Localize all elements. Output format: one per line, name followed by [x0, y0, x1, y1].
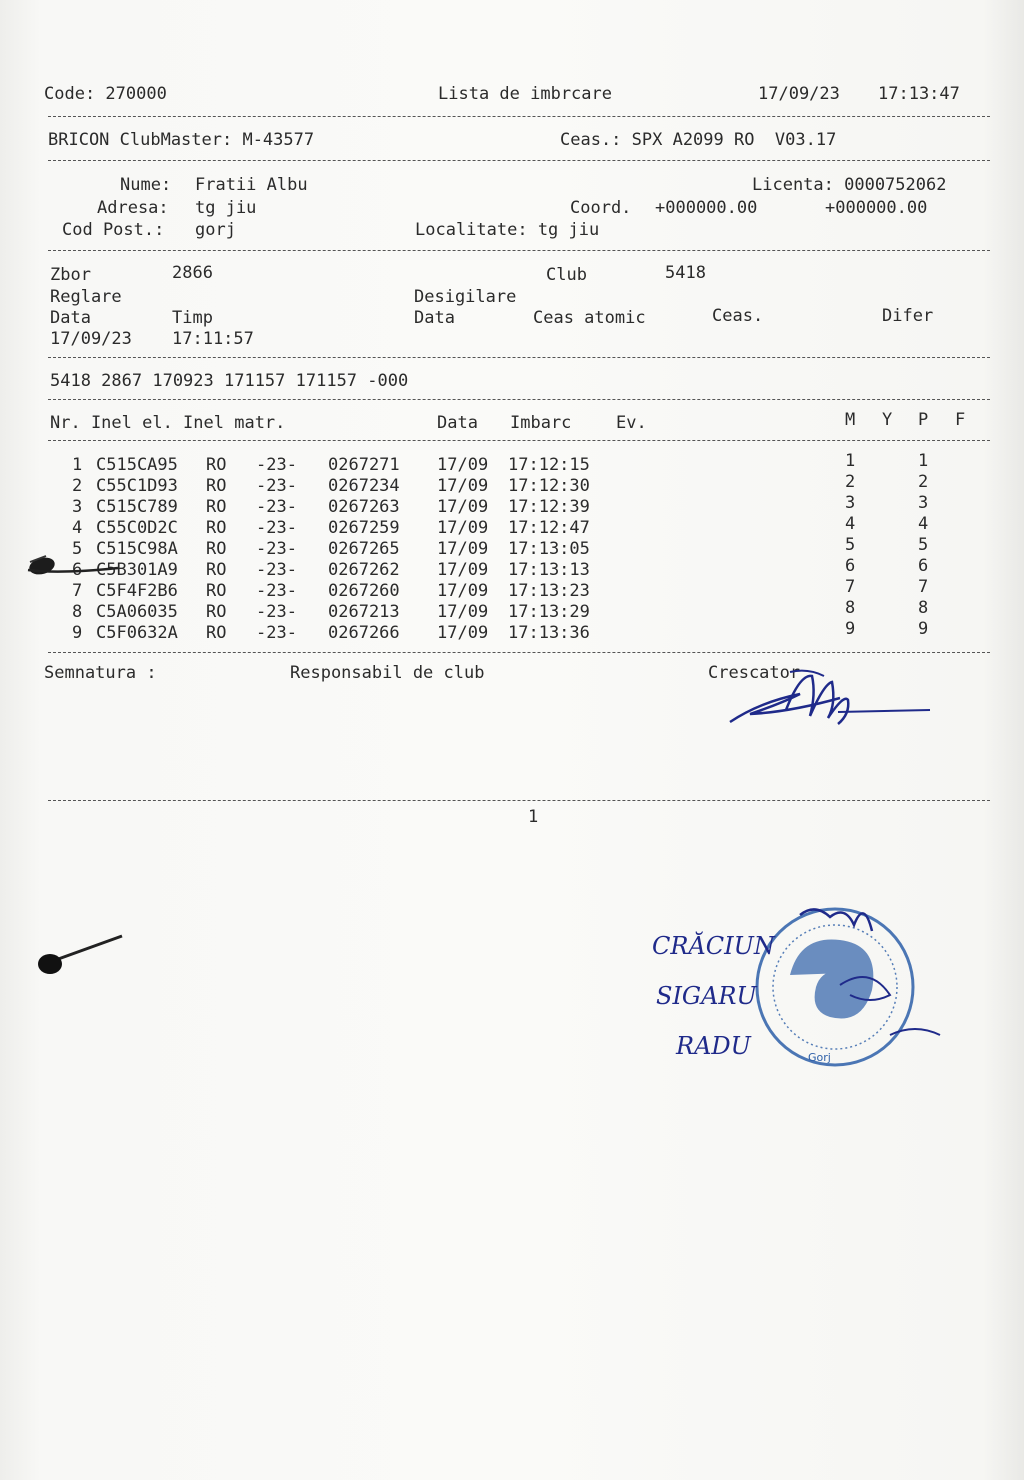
row-p: 1 [918, 451, 929, 471]
row-date: 17/09 [437, 623, 489, 643]
year: -23- [256, 560, 297, 580]
row-p: 5 [918, 535, 929, 555]
row-date: 17/09 [437, 560, 489, 580]
country: RO [206, 602, 227, 622]
row-time: 17:12:47 [508, 518, 590, 538]
page-number: 1 [528, 807, 539, 827]
atomic-clock-label: Ceas atomic [533, 308, 646, 328]
handwritten-name-2: SIGARU [656, 982, 757, 1010]
row-p: 8 [918, 598, 929, 618]
row-p: 7 [918, 577, 929, 597]
row-m: 7 [845, 577, 856, 597]
clubmaster-id: BRICON ClubMaster: M-43577 [48, 130, 315, 150]
matricol-ring: 0267263 [328, 497, 400, 517]
row-time: 17:12:15 [508, 455, 590, 475]
year: -23- [256, 602, 297, 622]
electronic-ring: C5F0632A [96, 623, 178, 643]
row-time: 17:13:29 [508, 602, 590, 622]
divider [48, 399, 990, 400]
electronic-ring: C515C98A [96, 539, 178, 559]
divider [48, 116, 990, 117]
electronic-ring: C515C789 [96, 497, 178, 517]
table-header-p: P [918, 410, 929, 430]
matricol-ring: 0267265 [328, 539, 400, 559]
year: -23- [256, 518, 297, 538]
row-number: 9 [72, 623, 83, 643]
row-time: 17:13:13 [508, 560, 590, 580]
breeder-label: Crescator [708, 663, 801, 683]
stamp-text: Gorj [808, 1051, 831, 1064]
address-label: Adresa: [97, 198, 169, 218]
table-header-ring: Nr. Inel el. Inel matr. [50, 413, 286, 433]
year: -23- [256, 623, 297, 643]
row-number: 7 [72, 581, 83, 601]
table-row [0, 556, 1024, 581]
name-value: Fratii Albu [195, 175, 308, 195]
year: -23- [256, 581, 297, 601]
row-number: 5 [72, 539, 83, 559]
electronic-ring: C5A06035 [96, 602, 178, 622]
row-number: 8 [72, 602, 83, 622]
electronic-ring: C5F4F2B6 [96, 581, 178, 601]
country: RO [206, 581, 227, 601]
matricol-ring: 0267260 [328, 581, 400, 601]
coord-label: Coord. [570, 198, 632, 218]
year: -23- [256, 476, 297, 496]
unseal-date-label: Data [414, 308, 455, 328]
flight-label: Zbor [50, 265, 91, 285]
row-m: 2 [845, 472, 856, 492]
club-label: Club [546, 265, 587, 285]
electronic-ring: C55C0D2C [96, 518, 178, 538]
divider [48, 250, 990, 251]
row-number: 6 [72, 560, 83, 580]
row-p: 6 [918, 556, 929, 576]
signature-label: Semnatura : [44, 663, 157, 683]
set-date-value: 17/09/23 [50, 329, 132, 349]
row-p: 2 [918, 472, 929, 492]
row-time: 17:12:39 [508, 497, 590, 517]
country: RO [206, 518, 227, 538]
divider [48, 652, 990, 653]
table-header-y: Y [882, 410, 893, 430]
row-m: 8 [845, 598, 856, 618]
year: -23- [256, 455, 297, 475]
table-header-basket: Imbarc [510, 413, 572, 433]
country: RO [206, 455, 227, 475]
electronic-ring: C5B301A9 [96, 560, 178, 580]
address-value: tg jiu [195, 198, 257, 218]
row-number: 4 [72, 518, 83, 538]
header-time: 17:13:47 [878, 84, 960, 104]
time-label: Timp [172, 308, 213, 328]
row-p: 4 [918, 514, 929, 534]
row-date: 17/09 [437, 455, 489, 475]
flight-value: 2866 [172, 263, 213, 283]
table-row [0, 535, 1024, 560]
table-row [0, 577, 1024, 602]
row-m: 9 [845, 619, 856, 639]
divider [48, 440, 990, 441]
header-date: 17/09/23 [758, 84, 840, 104]
unseal-label: Desigilare [414, 287, 517, 307]
table-header-m: M [845, 410, 856, 430]
pen-blot-icon [30, 930, 130, 980]
set-time-value: 17:11:57 [172, 329, 254, 349]
row-date: 17/09 [437, 602, 489, 622]
country: RO [206, 560, 227, 580]
row-time: 17:13:05 [508, 539, 590, 559]
code-label: Code: 270000 [44, 84, 167, 104]
row-time: 17:13:36 [508, 623, 590, 643]
electronic-ring: C55C1D93 [96, 476, 178, 496]
table-row [0, 619, 1024, 644]
divider [48, 160, 990, 161]
matricol-ring: 0267271 [328, 455, 400, 475]
handwritten-name-1: CRĂCIUN [652, 932, 775, 960]
coord-x: +000000.00 [655, 198, 758, 218]
table-row [0, 451, 1024, 476]
row-time: 17:13:23 [508, 581, 590, 601]
postcode-label: Cod Post.: [62, 220, 165, 240]
row-date: 17/09 [437, 518, 489, 538]
row-m: 1 [845, 451, 856, 471]
breeder-signature-icon [720, 664, 940, 736]
row-p: 9 [918, 619, 929, 639]
set-label: Reglare [50, 287, 122, 307]
clock-label: Ceas. [712, 306, 764, 326]
license: Licenta: 0000752062 [752, 175, 947, 195]
club-value: 5418 [665, 263, 706, 283]
divider [48, 357, 990, 358]
row-date: 17/09 [437, 539, 489, 559]
table-header-ev: Ev. [616, 413, 647, 433]
pen-blot-icon [20, 548, 130, 588]
matricol-ring: 0267234 [328, 476, 400, 496]
row-m: 3 [845, 493, 856, 513]
summary-line: 5418 2867 170923 171157 171157 -000 [50, 371, 409, 391]
row-m: 5 [845, 535, 856, 555]
table-row [0, 598, 1024, 623]
divider [48, 800, 990, 801]
table-header-date: Data [437, 413, 478, 433]
row-date: 17/09 [437, 581, 489, 601]
row-number: 2 [72, 476, 83, 496]
table-row [0, 514, 1024, 539]
date-label: Data [50, 308, 91, 328]
handwritten-name-3: RADU [676, 1032, 751, 1060]
coord-y: +000000.00 [825, 198, 928, 218]
table-header-f: F [955, 410, 966, 430]
page-title: Lista de imbrcare [438, 84, 612, 104]
name-label: Nume: [120, 175, 172, 195]
row-time: 17:12:30 [508, 476, 590, 496]
row-p: 3 [918, 493, 929, 513]
clock-id: Ceas.: SPX A2099 RO V03.17 [560, 130, 837, 150]
locality: Localitate: tg jiu [415, 220, 600, 240]
year: -23- [256, 497, 297, 517]
table-row [0, 493, 1024, 518]
matricol-ring: 0267266 [328, 623, 400, 643]
country: RO [206, 497, 227, 517]
row-number: 1 [72, 455, 83, 475]
difference-label: Difer [882, 306, 934, 326]
club-manager-label: Responsabil de club [290, 663, 485, 683]
postcode-value: gorj [195, 220, 236, 240]
matricol-ring: 0267259 [328, 518, 400, 538]
matricol-ring: 0267262 [328, 560, 400, 580]
electronic-ring: C515CA95 [96, 455, 178, 475]
country: RO [206, 476, 227, 496]
table-row [0, 472, 1024, 497]
row-date: 17/09 [437, 476, 489, 496]
year: -23- [256, 539, 297, 559]
country: RO [206, 539, 227, 559]
row-number: 3 [72, 497, 83, 517]
row-date: 17/09 [437, 497, 489, 517]
row-m: 6 [845, 556, 856, 576]
row-m: 4 [845, 514, 856, 534]
country: RO [206, 623, 227, 643]
matricol-ring: 0267213 [328, 602, 400, 622]
